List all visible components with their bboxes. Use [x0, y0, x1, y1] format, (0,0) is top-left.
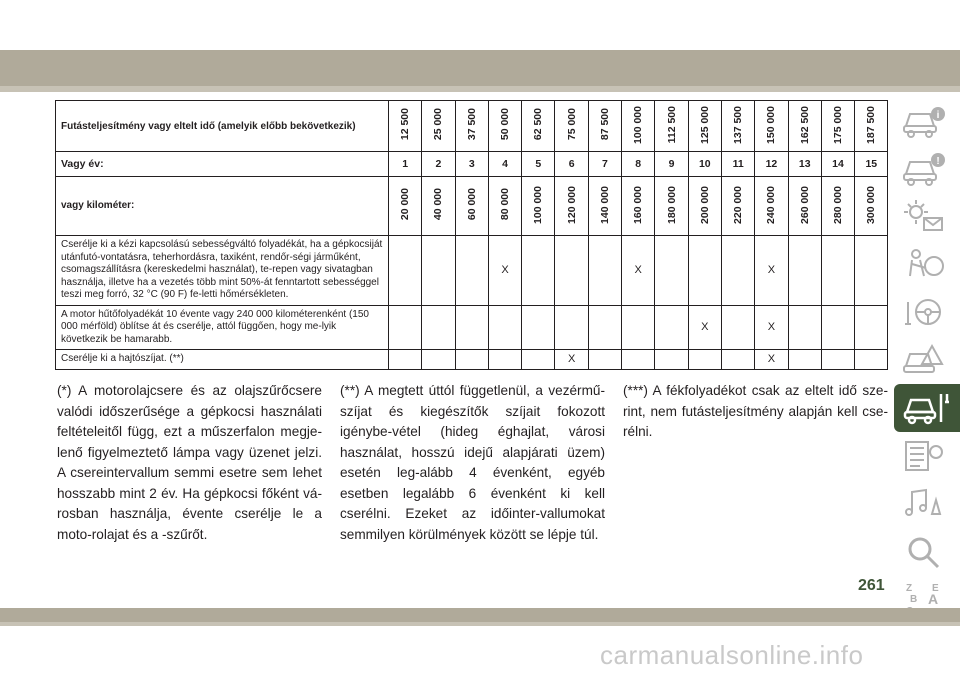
note-belt: (**) A megtett úttól függetlenül, a vezérmű-szíjat és kiegészítők szíjait fokozott igénybe-vétel (hideg éghajlat, városi használat, hosszú idejű alapjárati üzem) esetén leg-alább 4 évenként, egyéb esetben legalább 6 évenként ki kell cserélni. Ezeket az időinter-vallumokat semmilyen körülmények között se lépje túl.: [340, 383, 605, 542]
mileage-value: 25 000: [432, 108, 445, 141]
bottom-color-bar: [0, 608, 960, 622]
km-value: 280 000: [832, 185, 844, 224]
km-value: 180 000: [665, 185, 678, 224]
mileage-cell: [788, 101, 821, 152]
row-text-gearbox: Cserélje ki a kézi kapcsolású sebességváltó folyadékát, ha a gépkocsiját utánfutó-vontatásra, teherhordásra, taxiként, rendőr-ségi járműként, csomagszállításra (kereskedelmi használat), te-repen vagy sivatagban használja, illetve ha a vezetés több mint 50%-át fenntartott sebességgel teszi meg forró, 32 °C (90 F) fe-letti hőmérsékleten.: [56, 236, 389, 306]
interval-mark-cell: [821, 236, 854, 306]
km-cell: [622, 177, 655, 236]
year-label: Vagy év:: [56, 152, 389, 177]
km-value: 120 000: [565, 185, 578, 224]
km-value: 60 000: [465, 188, 478, 221]
km-cell: [488, 177, 521, 236]
interval-mark-cell: [721, 305, 754, 350]
km-cell: [588, 177, 621, 236]
year-cell: 8: [622, 152, 655, 177]
year-cell: 2: [422, 152, 455, 177]
interval-mark-cell: [688, 350, 721, 370]
km-value: 240 000: [765, 185, 778, 224]
top-color-bar-light: [0, 86, 960, 92]
interval-mark-cell: X: [688, 305, 721, 350]
interval-mark-cell: [588, 236, 621, 306]
interval-mark-cell: [821, 350, 854, 370]
search-icon[interactable]: [894, 528, 954, 576]
mileage-value: 100 000: [632, 105, 645, 144]
km-cell: [688, 177, 721, 236]
car-info-icon[interactable]: [894, 96, 954, 144]
interval-mark-cell: [855, 305, 888, 350]
year-cell: 13: [788, 152, 821, 177]
year-cell: 11: [721, 152, 754, 177]
interval-mark-cell: [855, 350, 888, 370]
interval-mark-cell: [522, 305, 555, 350]
car-crash-icon[interactable]: [894, 336, 954, 384]
km-value: 260 000: [798, 185, 811, 224]
mileage-value: 125 000: [698, 105, 711, 144]
interval-mark-cell: [522, 350, 555, 370]
interval-mark-cell: X: [755, 350, 788, 370]
mileage-value: 150 000: [765, 105, 778, 144]
svg-text:!: !: [936, 156, 940, 167]
km-value: 220 000: [732, 185, 745, 224]
mileage-value: 137 500: [732, 105, 745, 144]
interval-mark-cell: [788, 305, 821, 350]
page-number: 261: [858, 577, 885, 594]
interval-mark-cell: [655, 236, 688, 306]
mileage-value: 12 500: [399, 108, 412, 141]
interval-mark-cell: [455, 305, 488, 350]
interval-mark-cell: [622, 305, 655, 350]
interval-mark-cell: [455, 350, 488, 370]
interval-mark-cell: [422, 350, 455, 370]
km-cell: [788, 177, 821, 236]
mileage-value: 87 500: [598, 108, 611, 141]
year-cell: 5: [522, 152, 555, 177]
km-value: 160 000: [632, 185, 645, 224]
interval-mark-cell: X: [755, 305, 788, 350]
km-cell: [389, 177, 422, 236]
svg-text:E: E: [932, 583, 939, 594]
interval-mark-cell: [788, 236, 821, 306]
km-value: 300 000: [865, 185, 878, 224]
interval-mark-cell: [422, 305, 455, 350]
year-cell: 6: [555, 152, 588, 177]
year-cell: 4: [488, 152, 521, 177]
km-value: 200 000: [698, 185, 711, 224]
year-cell: 1: [389, 152, 422, 177]
interval-mark-cell: [555, 305, 588, 350]
year-cell: 15: [855, 152, 888, 177]
bottom-color-bar-light: [0, 622, 960, 626]
interval-mark-cell: [788, 350, 821, 370]
year-cell: 9: [655, 152, 688, 177]
car-wrench-icon[interactable]: [894, 384, 960, 432]
interval-mark-cell: [721, 236, 754, 306]
mileage-cell: [588, 101, 621, 152]
table-row: [56, 236, 888, 306]
mileage-cell: [755, 101, 788, 152]
interval-mark-cell: [522, 236, 555, 306]
year-cell: 7: [588, 152, 621, 177]
mileage-cell: [488, 101, 521, 152]
light-mail-icon[interactable]: [894, 192, 954, 240]
svg-text:A: A: [928, 591, 939, 607]
note-brake-fluid: (***) A fékfolyadékot csak az eltelt idő sze-rint, nem futásteljesítmény alapján kell cse-rélni.: [623, 383, 888, 439]
mileage-value: 175 000: [832, 105, 844, 144]
km-cell: [522, 177, 555, 236]
interval-mark-cell: [688, 236, 721, 306]
note-oil-change: (*) A motorolajcsere és az olajszűrőcsere valódi időszerűsége a gépkocsi használati feltételeitől függ, ezt a műszerfalon megje-lenő figyelmeztető lámpa vagy üzenet jelzi. A csereintervallum semmi esetre sem lehet hosszabb mint 2 év. Ha gépkocsi főként vá-rosban használja, évente cserélje le a moto-rolajat és a -szűrőt.: [57, 383, 322, 542]
maintenance-table: [55, 100, 888, 370]
row-text-belt: Cserélje ki a hajtószíjat. (**): [56, 350, 389, 370]
steering-wheel-icon[interactable]: [894, 288, 954, 336]
mileage-value: 50 000: [499, 108, 512, 141]
mileage-cell: [688, 101, 721, 152]
km-value: 40 000: [432, 188, 445, 221]
interval-mark-cell: [389, 305, 422, 350]
km-cell: [721, 177, 754, 236]
mileage-cell: [422, 101, 455, 152]
km-cell: [655, 177, 688, 236]
interval-mark-cell: [655, 350, 688, 370]
km-row: [56, 177, 888, 236]
watermark: carmanualsonline.info: [600, 640, 864, 670]
svg-text:i: i: [936, 110, 940, 121]
top-band: [0, 0, 960, 50]
interval-mark-cell: [455, 236, 488, 306]
km-cell: [855, 177, 888, 236]
svg-text:Z: Z: [906, 583, 913, 594]
table-row: [56, 305, 888, 350]
interval-mark-cell: X: [622, 236, 655, 306]
mileage-value: 187 500: [865, 105, 878, 144]
car-warning-icon[interactable]: [894, 144, 954, 192]
mileage-value: 75 000: [565, 108, 578, 141]
mileage-header-row: [56, 101, 888, 152]
svg-text:B: B: [910, 594, 918, 605]
mileage-cell: [721, 101, 754, 152]
km-value: 20 000: [399, 188, 412, 221]
mileage-value: 37 500: [465, 108, 478, 141]
mileage-header-label: Futásteljesítmény vagy eltelt idő (amelyik előbb bekövetkezik): [56, 101, 389, 152]
interval-mark-cell: [655, 305, 688, 350]
table-row: [56, 350, 888, 370]
mileage-cell: [389, 101, 422, 152]
interval-mark-cell: [721, 350, 754, 370]
interval-mark-cell: [622, 350, 655, 370]
year-cell: 14: [821, 152, 854, 177]
mileage-cell: [555, 101, 588, 152]
interval-mark-cell: [422, 236, 455, 306]
mileage-cell: [821, 101, 854, 152]
list-gear-icon[interactable]: [894, 432, 954, 480]
km-value: 80 000: [499, 188, 512, 221]
interval-mark-cell: [821, 305, 854, 350]
km-cell: [422, 177, 455, 236]
interval-mark-cell: X: [488, 236, 521, 306]
top-color-bar: [0, 50, 960, 86]
person-airbag-icon[interactable]: [894, 240, 954, 288]
interval-mark-cell: X: [555, 350, 588, 370]
km-cell: [455, 177, 488, 236]
mileage-value: 62 500: [532, 108, 545, 141]
mileage-cell: [522, 101, 555, 152]
interval-mark-cell: [588, 305, 621, 350]
interval-mark-cell: [488, 350, 521, 370]
mileage-cell: [655, 101, 688, 152]
interval-mark-cell: [855, 236, 888, 306]
year-cell: 12: [755, 152, 788, 177]
year-cell: 10: [688, 152, 721, 177]
mileage-cell: [855, 101, 888, 152]
interval-mark-cell: [555, 236, 588, 306]
row-text-coolant: A motor hűtőfolyadékát 10 évente vagy 240 000 kilométerenként (150 000 mérföld) öblítse át és cserélje, attól függően, hogy me-lyik következik be hamarabb.: [56, 305, 389, 350]
km-cell: [755, 177, 788, 236]
interval-mark-cell: X: [755, 236, 788, 306]
year-cell: 3: [455, 152, 488, 177]
interval-mark-cell: [389, 236, 422, 306]
year-row: [56, 152, 888, 177]
interval-mark-cell: [588, 350, 621, 370]
km-label: vagy kilométer:: [56, 177, 389, 236]
km-cell: [821, 177, 854, 236]
music-nav-icon[interactable]: [894, 480, 954, 528]
interval-mark-cell: [389, 350, 422, 370]
km-value: 140 000: [598, 185, 611, 224]
km-cell: [555, 177, 588, 236]
interval-mark-cell: [488, 305, 521, 350]
mileage-value: 112 500: [665, 105, 678, 144]
mileage-value: 162 500: [798, 105, 811, 144]
km-value: 100 000: [532, 185, 545, 224]
mileage-cell: [622, 101, 655, 152]
mileage-cell: [455, 101, 488, 152]
